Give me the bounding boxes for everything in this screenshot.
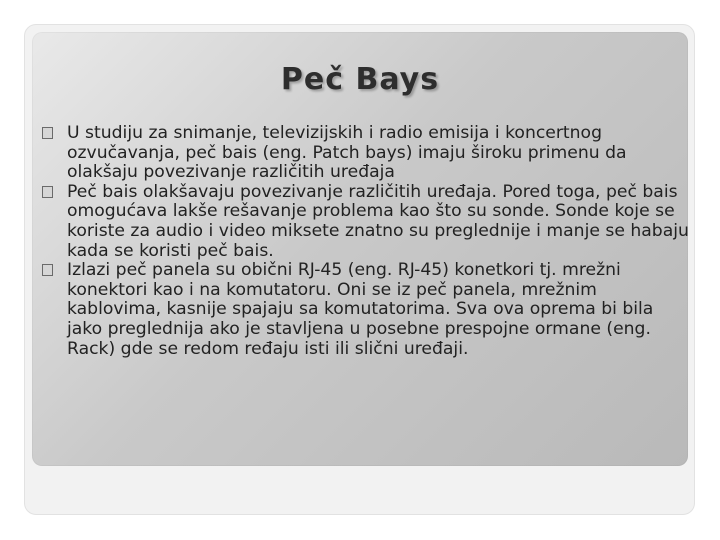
square-bullet-icon xyxy=(42,127,53,139)
bullet-text: U studiju za snimanje, televizijskih i radio emisija i koncertnog ozvučavanja, peč bais (eng. Patch bays) imaju široku primenu da olakšaju povezivanje različitih uređaja xyxy=(67,123,627,183)
bullet-list xyxy=(42,124,692,359)
square-bullet-icon xyxy=(42,186,53,198)
bullet-item xyxy=(42,183,692,261)
square-bullet-icon xyxy=(42,264,53,276)
bullet-text: Izlazi peč panela su obični RJ-45 (eng. RJ-45) konetkori tj. mrežni konektori kao i na komutatoru. Oni se iz peč panela, mrežnim kablovima, kasnije spajaju sa komutatorima. Sva ova oprema bi bila jako preglednija ako je stavljena u posebne prespojne ormane (eng. Rack) gde se redom ređaju isti ili slični uređaji. xyxy=(67,260,654,359)
slide-title: Peč Bays xyxy=(280,62,440,97)
bullet-item xyxy=(42,261,692,359)
bullet-item xyxy=(42,124,692,183)
bullet-text: Peč bais olakšavaju povezivanje različitih uređaja. Pored toga, peč bais omogućava lakše rešavanje problema kao što su sonde. Sonde koje se koriste za audio i video miksete znatno su preglednije i manje se habaju kada se koristi peč bais. xyxy=(67,181,689,261)
